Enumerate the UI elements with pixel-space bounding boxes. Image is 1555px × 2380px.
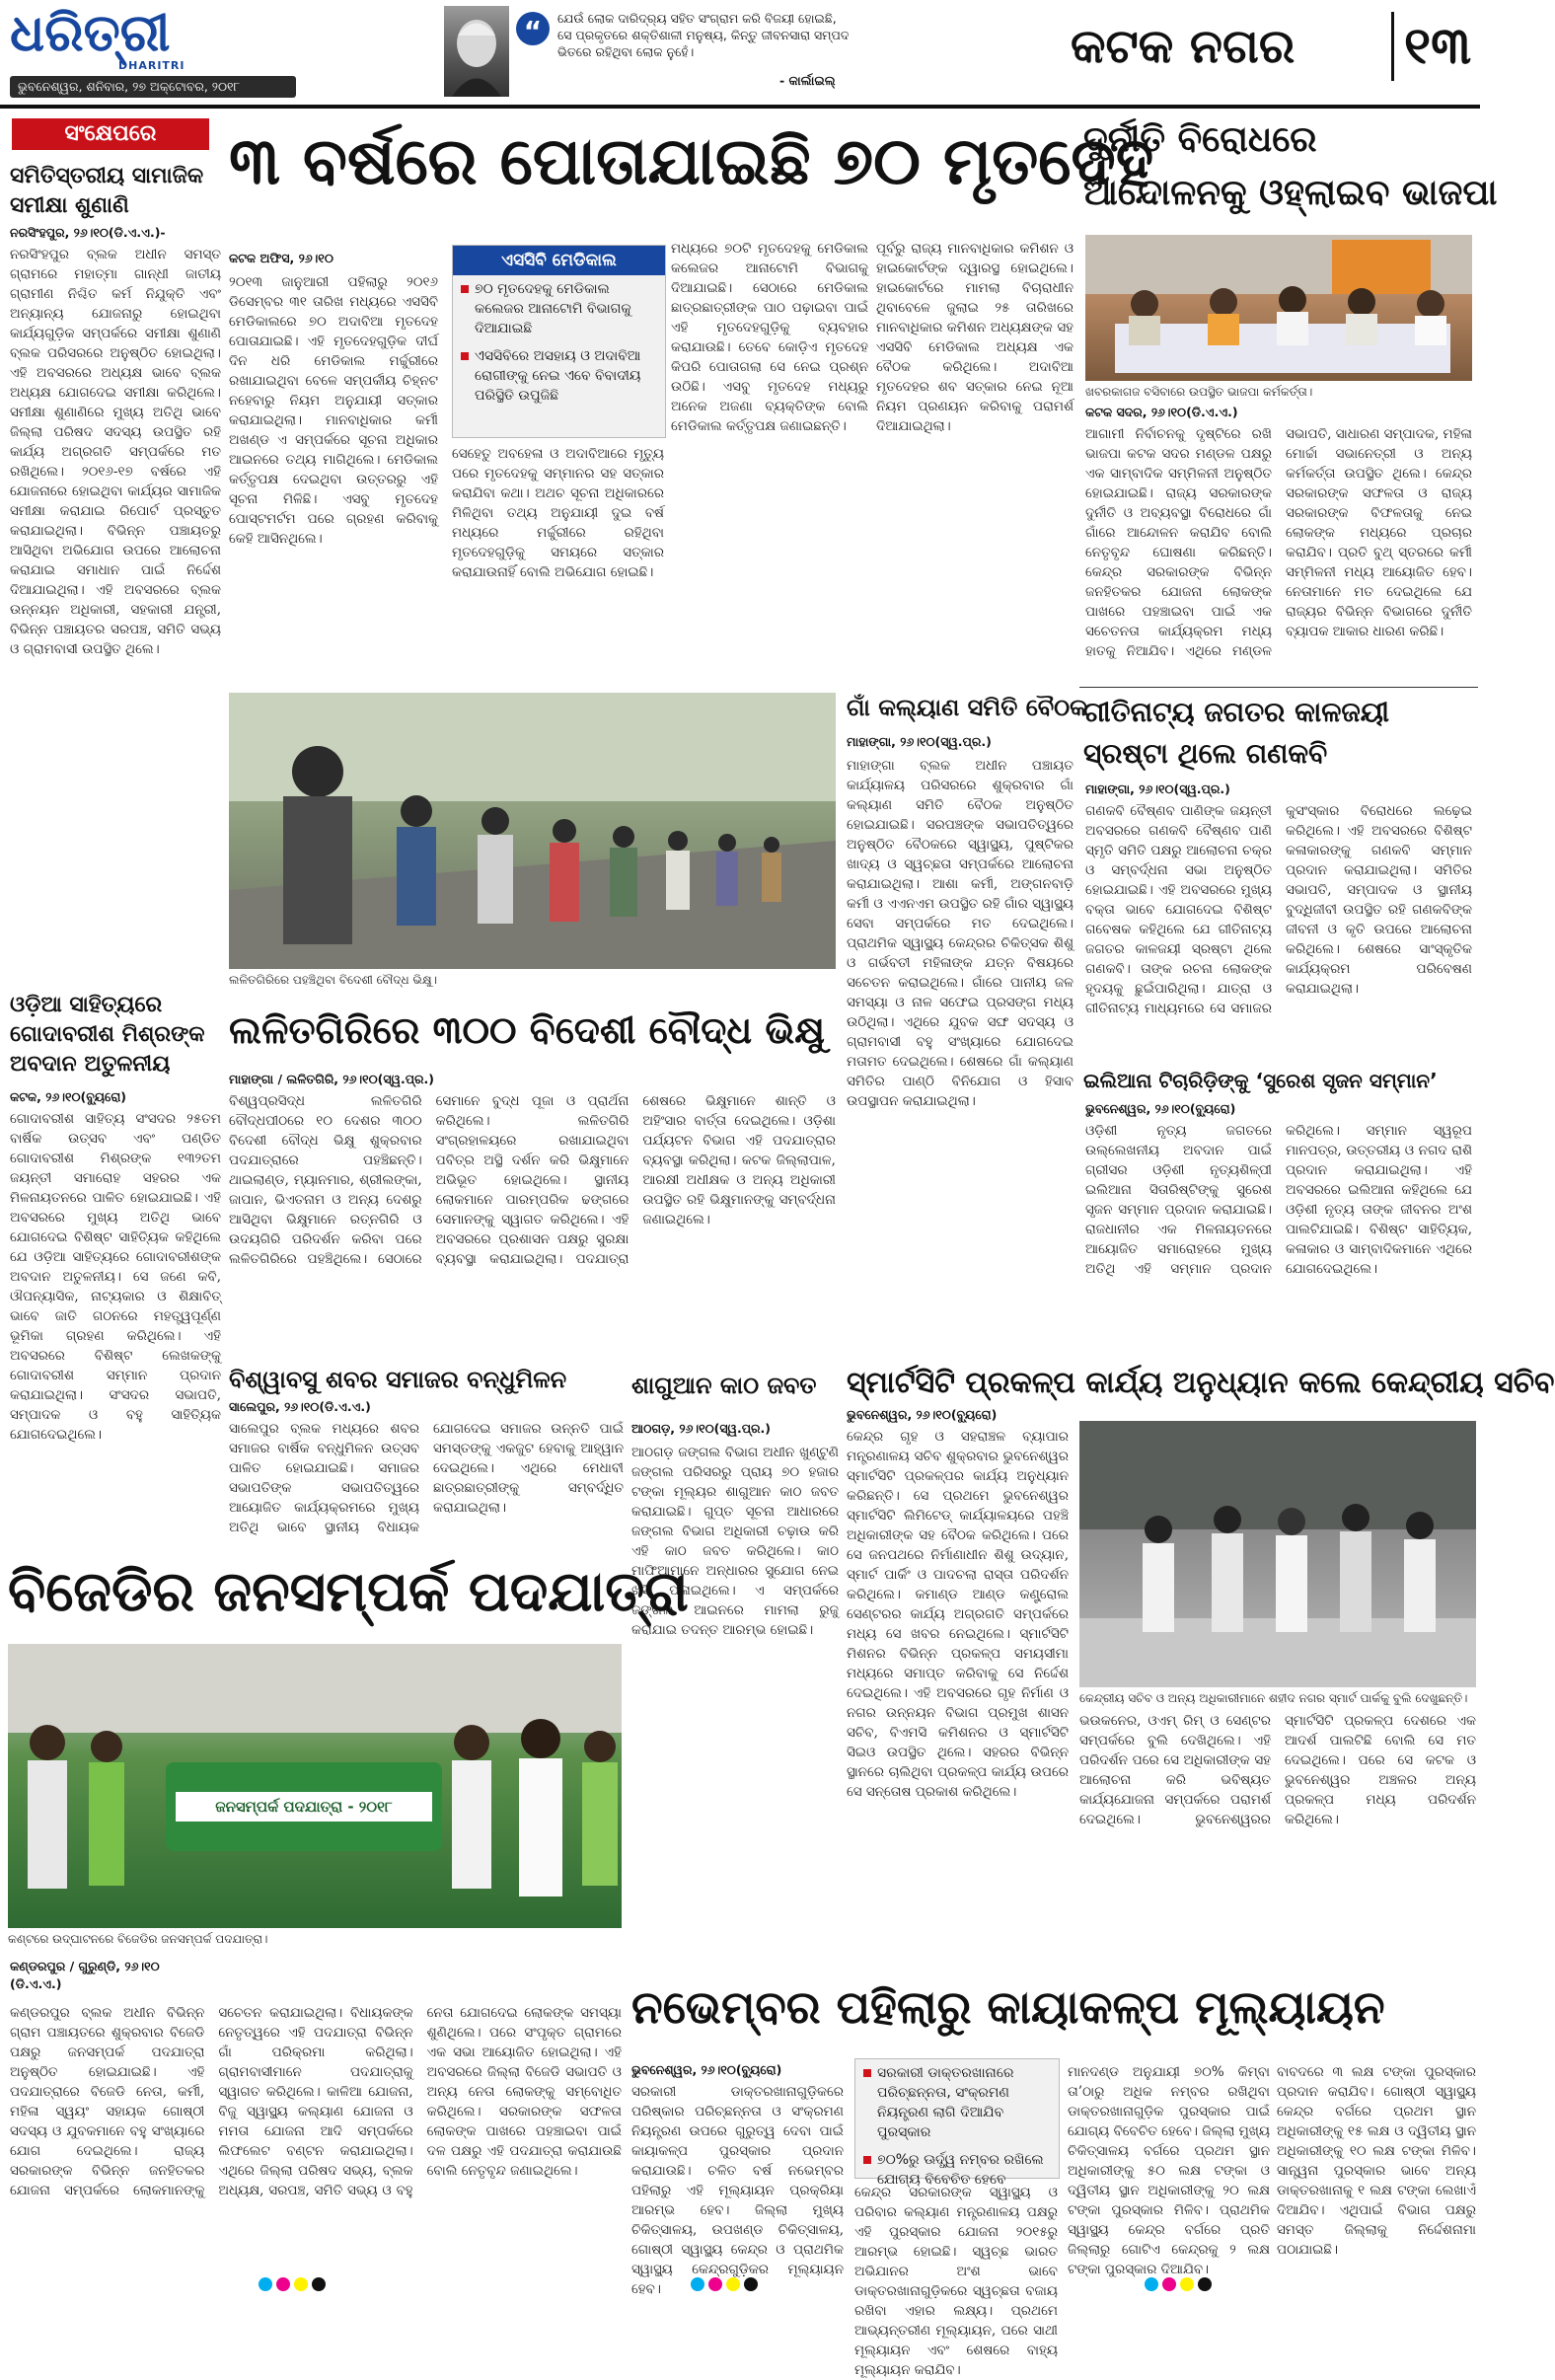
lead-body-1: ୨୦୧୩ ଜାନୁଆରୀ ପହିଲାରୁ ୨୦୧୬ ଡିସେମ୍ବର ୩୧ ତାରିଖ ମଧ୍ୟରେ ଏସସିବି ମେଡିକାଲରେ ୭୦ ଅଦାବିଆ ମୃତଦେହ ପୋତାଯାଇଛି। ଏହି ମୃତଦେହଗୁଡ଼ିକ ଦୀର୍ଘ ଦିନ ଧରି ମେଡିକାଲ ମର୍ଚ୍ଚୁରୀରେ ରଖାଯାଇଥିବା ବେଳେ ସମ୍ପର୍କୀୟ ଚିହ୍ନଟ ନହେବାରୁ ନିୟମ ଅନୁଯାୟୀ ସତ୍କାର କରାଯାଇଥିଲା। ମାନବାଧିକାର କର୍ମୀ ଅଖଣ୍ଡ ଏ ସମ୍ପର୍କରେ ସୂଚନା ଅଧିକାର ଆଇନରେ ତଥ୍ୟ ମାଗିଥିଲେ। ମେଡିକାଲ କର୍ତ୍ତୃପକ୍ଷ ଦେଇଥିବା ଉତ୍ତରରୁ ଏହି ସୂଚନା ମିଳିଛି। ଏସବୁ ମୃତଦେହ ପୋସ୍ଟମର୍ଟମ ପରେ ଗ୍ରହଣ କରିବାକୁ କେହି ଆସିନଥିଲେ। bbox=[229, 274, 438, 547]
kayakalp-body-4: ବାବଦରେ ୩ ଲକ୍ଷ ଟଙ୍କା ପୁରସ୍କାର ପ୍ରଦାନ କରାଯିବ। ଗୋଷ୍ଠୀ ସ୍ୱାସ୍ଥ୍ୟ କେନ୍ଦ୍ର ବର୍ଗରେ ପ୍ରଥମ ସ୍ଥାନ ଅଧିକାରୀଙ୍କୁ ୧୫ ଲକ୍ଷ ଓ ଦ୍ୱିତୀୟ ସ୍ଥାନ ଅଧିକାରୀଙ୍କୁ ୧୦ ଲକ୍ଷ ଟଙ୍କା ମିଳିବ। ସାନ୍ତ୍ୱନା ପୁରସ୍କାର ଭାବେ ଅନ୍ୟ ଡାକ୍ତରଖାନାକୁ ୧ ଲକ୍ଷ ଟଙ୍କା ଲେଖାଏଁ ଦିଆଯିବ। ଏଥିପାଇଁ ବିଭାଗ ପକ୍ଷରୁ ସମସ୍ତ ଜିଲ୍ଲାକୁ ନିର୍ଦ୍ଦେଶନାମା ପଠାଯାଇଛି। bbox=[1277, 2064, 1476, 2258]
registration-dot-black bbox=[1198, 2277, 1212, 2291]
fact-box-item: ୭୦%ରୁ ଊର୍ଦ୍ଧ୍ୱ ନମ୍ବର ରଖିଲେ ଯୋଗ୍ୟ ବିବେଚିତ ହେବେ bbox=[855, 2146, 1059, 2194]
viswabasu-headline: ବିଶ୍ୱାବସୁ ଶବର ସମାଜର ବନ୍ଧୁମିଳନ bbox=[229, 1366, 567, 1393]
kayakalp-body-1: ସରକାରୀ ଡାକ୍ତରଖାନାଗୁଡ଼ିକରେ ପରିଷ୍କାର ପରିଚ୍ଛନ୍ନତା ଓ ସଂକ୍ରମଣ ନିୟନ୍ତ୍ରଣ ଉପରେ ଗୁରୁତ୍ୱ ଦେବା ପାଇଁ କାୟାକଳ୍ପ ପୁରସ୍କାର ପ୍ରଦାନ କରାଯାଉଛି। ଚଳିତ ବର୍ଷ ନଭେମ୍ବର ପହିଲାରୁ ଏହି ମୂଲ୍ୟାୟନ ପ୍ରକ୍ରିୟା ଆରମ୍ଭ ହେବ। ଜିଲ୍ଲା ମୁଖ୍ୟ ଚିକିତ୍ସାଳୟ, ଉପଖଣ୍ଡ ଚିକିତ୍ସାଳୟ, ଗୋଷ୍ଠୀ ସ୍ୱାସ୍ଥ୍ୟ କେନ୍ଦ୍ର ଓ ପ୍ରାଥମିକ ସ୍ୱାସ୍ଥ୍ୟ କେନ୍ଦ୍ରଗୁଡ଼ିକର ମୂଲ୍ୟାୟନ ହେବ। bbox=[631, 2084, 844, 2297]
divider bbox=[1079, 687, 1478, 688]
masthead-rule bbox=[0, 105, 1480, 109]
lead-fact-box bbox=[452, 245, 666, 438]
lalitgiri-monks-photo bbox=[229, 693, 836, 969]
smartcity-headline: ସ୍ମାର୍ଟସିଟି ପ୍ରକଳ୍ପ କାର୍ଯ୍ୟ ଅନୁଧ୍ୟାନ କଲେ କେନ୍ଦ୍ରୀୟ ସଚିବ bbox=[847, 1366, 1555, 1400]
registration-dot-magenta bbox=[276, 2277, 290, 2291]
daily-quote: ଯେଉଁ ଲୋକ ଦାରିଦ୍ର୍ୟ ସହିତ ସଂଗ୍ରାମ କରି ବିଜୟୀ ହୋଇଛି, ସେ ପ୍ରକୃତରେ ଶକ୍ତିଶାଳୀ ମନୁଷ୍ୟ, କିନ୍ତୁ ଜୀବନସାରା ସମ୍ପଦ ଭିତରେ ରହିଥିବା ଲୋକ ନୁହେଁ। bbox=[557, 11, 850, 59]
registration-dot-cyan bbox=[1145, 2277, 1158, 2291]
bjp-press-meet-photo bbox=[1085, 235, 1472, 381]
lead-headline: ୩ ବର୍ଷରେ ପୋତାଯାଇଛି ୭୦ ମୃତଦେହ bbox=[229, 123, 1154, 199]
smartcity-visit-photo bbox=[1079, 1421, 1476, 1687]
bjp-photo-caption: ଖବରକାଗଜ ବସିବାରେ ଉପସ୍ଥିତ ଭାଜପା କର୍ମକର୍ତ୍ତା। bbox=[1085, 385, 1313, 399]
brief-headline: ସମିତିସ୍ତରୀୟ ସାମାଜିକ ସମୀକ୍ଷା ଶୁଣାଣି bbox=[10, 164, 204, 218]
kayakalp-body-3: ମାନଦଣ୍ଡ ଅନୁଯାୟୀ ୭୦% କିମ୍ବା ତା’ଠାରୁ ଅଧିକ ନମ୍ବର ରଖିଥିବା ଡାକ୍ତରଖାନାଗୁଡ଼ିକ ପୁରସ୍କାର ପାଇଁ ଯୋଗ୍ୟ ବିବେଚିତ ହେବେ। ଜିଲ୍ଲା ମୁଖ୍ୟ ଚିକିତ୍ସାଳୟ ବର୍ଗରେ ପ୍ରଥମ ସ୍ଥାନ ଅଧିକାରୀଙ୍କୁ ୫୦ ଲକ୍ଷ ଟଙ୍କା ଓ ଦ୍ୱିତୀୟ ସ୍ଥାନ ଅଧିକାରୀଙ୍କୁ ୨୦ ଲକ୍ଷ ଟଙ୍କା ପୁରସ୍କାର ମିଳିବ। ପ୍ରାଥମିକ ସ୍ୱାସ୍ଥ୍ୟ କେନ୍ଦ୍ର ବର୍ଗରେ ପ୍ରତି ଜିଲ୍ଲାରୁ ଗୋଟିଏ କେନ୍ଦ୍ରକୁ ୨ ଲକ୍ଷ ଟଙ୍କା ପୁରସ୍କାର ଦିଆଯିବ। bbox=[1068, 2064, 1270, 2277]
lead-body-4: ପୂର୍ବରୁ ରାଜ୍ୟ ମାନବାଧିକାର କମିଶନ ଓ ହାଇକୋର୍ଟଙ୍କ ଦ୍ୱାରସ୍ଥ ହୋଇଥିଲେ। ହାଇକୋର୍ଟରେ ମାମଲା ବିଚାରାଧୀନ ଥିବାବେଳେ ଜୁଲାଇ ୨୫ ତାରିଖରେ ମାନବାଧିକାର କମିଶନ ଅଧ୍ୟକ୍ଷଙ୍କ ସହ ଏସସିବି ମେଡିକାଲ ଅଧ୍ୟକ୍ଷ ଏକ ବୈଠକ କରିଥିଲେ। ଅଦାବିଆ ମୃତଦେହର ଶବ ସତ୍କାର ନେଇ ନୂଆ ନିୟମ ପ୍ରଣୟନ କରିବାକୁ ପରାମର୍ଶ ଦିଆଯାଇଥିଲା। bbox=[876, 241, 1074, 434]
registration-dot-yellow bbox=[1180, 2277, 1194, 2291]
bjd-headline: ବିଜେଡିର ଜନସମ୍ପର୍କ ପଦଯାତ୍ରା bbox=[8, 1560, 689, 1624]
lead-body-2: ସେହେତୁ ଅବହେଳା ଓ ଅଦାବିଆରେ ମୃତ୍ୟୁ ପରେ ମୃତଦେହକୁ ସମ୍ମାନର ସହ ସତ୍କାର କରାଯିବା କଥା। ଅଥଚ ସୂଚନା ଅଧିକାରରେ ମିଳିଥିବା ତଥ୍ୟ ଅନୁଯାୟୀ ଦୁଇ ବର୍ଷ ମଧ୍ୟରେ ମର୍ଚ୍ଚୁରୀରେ ରହିଥିବା ମୃତଦେହଗୁଡ଼ିକୁ ସମୟରେ ସତ୍କାର କରାଯାଉନାହିଁ ବୋଲି ଅଭିଯୋଗ ହୋଇଛି। bbox=[452, 446, 664, 580]
teak-dateline: ଆଠଗଡ଼, ୨୬।୧୦(ସ୍ୱ.ପ୍ର.) bbox=[631, 1421, 771, 1436]
teak-body: ଆଠଗଡ଼ ଜଙ୍ଗଲ ବିଭାଗ ଅଧୀନ ଖୁଣ୍ଟୁଣି ଜଙ୍ଗଲ ପରିସରରୁ ପ୍ରାୟ ୭୦ ହଜାର ଟଙ୍କା ମୂଲ୍ୟର ଶାଗୁଆନ କାଠ ଜବତ କରାଯାଇଛି। ଗୁପ୍ତ ସୂଚନା ଆଧାରରେ ଜଙ୍ଗଲ ବିଭାଗ ଅଧିକାରୀ ଚଢ଼ାଉ କରି ଏହି କାଠ ଜବତ କରିଥିଲେ। କାଠ ମାଫିଆମାନେ ଅନ୍ଧାରର ସୁଯୋଗ ନେଇ ଖସି ପଳାଇଥିଲେ। ଏ ସମ୍ପର୍କରେ ଜଙ୍ଗଲ ଆଇନରେ ମାମଲା ରୁଜୁ କରାଯାଇ ତଦନ୍ତ ଆରମ୍ଭ ହୋଇଛି। bbox=[631, 1445, 839, 1638]
gitinatya-headline-2: ସ୍ରଷ୍ଟା ଥିଲେ ଗଣକବି bbox=[1083, 737, 1328, 770]
lalitgiri-photo-caption: ଲଳିତଗିରିରେ ପହଞ୍ଚିଥିବା ବିଦେଶୀ ବୌଦ୍ଧ ଭିକ୍ଷୁ। bbox=[229, 973, 437, 987]
bjd-padayatra-photo bbox=[8, 1644, 622, 1928]
quote-mark-icon: “ bbox=[516, 12, 550, 45]
fact-box-item: ଏସସିବିରେ ଅସହାୟ ଓ ଅଦାବିଆ ରୋଗୀଙ୍କୁ ନେଇ ଏବେ ବିବାଦୀୟ ପରିସ୍ଥିତି ଉପୁଜିଛି bbox=[453, 342, 665, 409]
logo-text: ଧରିତ୍ରୀ bbox=[10, 4, 171, 63]
buddhist-body: ବିଶ୍ୱପ୍ରସିଦ୍ଧ ଲଳିତଗିରି ବୌଦ୍ଧପୀଠରେ ୧୦ ଦେଶର ୩୦୦ ବିଦେଶୀ ବୌଦ୍ଧ ଭିକ୍ଷୁ ଶୁକ୍ରବାର ପଦଯାତ୍ରାରେ ପହଞ୍ଚିଛନ୍ତି। ଥାଇଲାଣ୍ଡ, ମ୍ୟାନମାର, ଶ୍ରୀଲଙ୍କା, ଜାପାନ, ଭିଏତନାମ ଓ ଅନ୍ୟ ଦେଶରୁ ଆସିଥିବା ଭିକ୍ଷୁମାନେ ରତ୍ନଗିରି ଓ ଉଦୟଗିରି ପରିଦର୍ଶନ କରିବା ପରେ ଲଳିତଗିରିରେ ପହଞ୍ଚିଥିଲେ। ସେଠାରେ ସେମାନେ ବୁଦ୍ଧ ପୂଜା ଓ ପ୍ରାର୍ଥନା କରିଥିଲେ। ଲଳିତଗିରି ସଂଗ୍ରହାଳୟରେ ରଖାଯାଇଥିବା ପବିତ୍ର ଅସ୍ଥି ଦର୍ଶନ କରି ଭିକ୍ଷୁମାନେ ଅଭିଭୂତ ହୋଇଥିଲେ। ସ୍ଥାନୀୟ ଲୋକମାନେ ପାରମ୍ପରିକ ଢଙ୍ଗରେ ସେମାନଙ୍କୁ ସ୍ୱାଗତ କରିଥିଲେ। ଏହି ଅବସରରେ ପ୍ରଶାସନ ପକ୍ଷରୁ ସୁରକ୍ଷା ବ୍ୟବସ୍ଥା କରାଯାଇଥିଲା। ପଦଯାତ୍ରା ଶେଷରେ ଭିକ୍ଷୁମାନେ ଶାନ୍ତି ଓ ଅହିଂସାର ବାର୍ତ୍ତା ଦେଇଥିଲେ। ଓଡ଼ିଶା ପର୍ଯ୍ୟଟନ ବିଭାଗ ଏହି ପଦଯାତ୍ରାର ବ୍ୟବସ୍ଥା କରିଥିଲା। କଟକ ଜିଲ୍ଲାପାଳ, ଆରକ୍ଷୀ ଅଧୀକ୍ଷକ ଓ ଅନ୍ୟ ଅଧିକାରୀ ଉପସ୍ଥିତ ରହି ଭିକ୍ଷୁମାନଙ୍କୁ ସମ୍ବର୍ଦ୍ଧନା ଜଣାଇଥିଲେ। bbox=[229, 1093, 836, 1267]
smartcity-photo-caption: କେନ୍ଦ୍ରୀୟ ସଚିବ ଓ ଅନ୍ୟ ଅଧିକାରୀମାନେ ଶହୀଦ ନଗର ସ୍ମାର୍ଟ ପାର୍କକୁ ବୁଲି ଦେଖୁଛନ୍ତି। bbox=[1079, 1691, 1468, 1705]
registration-dot-magenta bbox=[1162, 2277, 1176, 2291]
registration-dot-black bbox=[744, 2277, 758, 2291]
buddhist-headline: ଲଳିତଗିରିରେ ୩୦୦ ବିଦେଶୀ ବୌଦ୍ଧ ଭିକ୍ଷୁ bbox=[229, 1008, 825, 1052]
illinois-dateline: ଭୁବନେଶ୍ୱର, ୨୬।୧୦(ବ୍ୟୁରୋ) bbox=[1085, 1101, 1236, 1116]
bjd-banner-text: ଜନସମ୍ପର୍କ ପଦଯାତ୍ରା - ୨୦୧୮ bbox=[215, 1798, 393, 1816]
smartcity-body-2: ଭଉକନେର, ଓଏମ୍ ରିମ୍ ଓ ସେଣ୍ଟର ସମ୍ପର୍କରେ ବୁଲି ଦେଖିଥିଲେ। ଏହି ପରିଦର୍ଶନ ପରେ ସେ ଅଧିକାରୀଙ୍କ ସହ ଆଲୋଚନା କରି ଭବିଷ୍ୟତ କାର୍ଯ୍ୟଯୋଜନା ସମ୍ପର୍କରେ ପରାମର୍ଶ ଦେଇଥିଲେ। ଭୁବନେଶ୍ୱରର ସ୍ମାର୍ଟସିଟି ପ୍ରକଳ୍ପ ଦେଶରେ ଏକ ଆଦର୍ଶ ପାଲଟିଛି ବୋଲି ସେ ମତ ଦେଇଥିଲେ। ପରେ ସେ କଟକ ଓ ଭୁବନେଶ୍ୱର ଅଞ୍ଚଳର ଅନ୍ୟ ପ୍ରକଳ୍ପ ମଧ୍ୟ ପରିଦର୍ଶନ କରିଥିଲେ। bbox=[1079, 1713, 1476, 1827]
village-meeting-headline: ଗାଁ କଲ୍ୟାଣ ସମିତି ବୈଠକ bbox=[847, 694, 1087, 721]
odia-lit-body: ଗୋଦାବରୀଶ ସାହିତ୍ୟ ସଂସଦର ୨୫ତମ ବାର୍ଷିକ ଉତ୍ସବ ଏବଂ ପଣ୍ଡିତ ଗୋଦାବରୀଶ ମିଶ୍ରଙ୍କ ୧୩୨ତମ ଜୟନ୍ତୀ ସମାରୋହ ସହରର ଏକ ମିଳନାୟତନରେ ପାଳିତ ହୋଇଯାଇଛି। ଏହି ଅବସରରେ ମୁଖ୍ୟ ଅତିଥି ଭାବେ ଯୋଗଦେଇ ବିଶିଷ୍ଟ ସାହିତ୍ୟିକ କହିଥିଲେ ଯେ ଓଡ଼ିଆ ସାହିତ୍ୟରେ ଗୋଦାବରୀଶଙ୍କ ଅବଦାନ ଅତୁଳନୀୟ। ସେ ଜଣେ କବି, ଔପନ୍ୟାସିକ, ନାଟ୍ୟକାର ଓ ଶିକ୍ଷାବିତ୍ ଭାବେ ଜାତି ଗଠନରେ ମହତ୍ତ୍ୱପୂର୍ଣ୍ଣ ଭୂମିକା ଗ୍ରହଣ କରିଥିଲେ। ଏହି ଅବସରରେ ବିଶିଷ୍ଟ ଲେଖକଙ୍କୁ ଗୋଦାବରୀଶ ସମ୍ମାନ ପ୍ରଦାନ କରାଯାଇଥିଲା। ସଂସଦର ସଭାପତି, ସମ୍ପାଦକ ଓ ବହୁ ସାହିତ୍ୟିକ ଯୋଗଦେଇଥିଲେ। bbox=[10, 1111, 221, 1443]
registration-dot-magenta bbox=[708, 2277, 722, 2291]
bjp-headline-2: ଆନ୍ଦୋଳନକୁ ଓହ୍ଲାଇବ ଭାଜପା bbox=[1083, 173, 1498, 213]
bjp-headline-1: ଦୁର୍ନୀତି ବିରୋଧରେ bbox=[1083, 119, 1317, 160]
fact-box-item: ସରକାରୀ ଡାକ୍ତରଖାନାରେ ପରିଚ୍ଛନ୍ନତା, ସଂକ୍ରମଣ ନିୟନ୍ତ୍ରଣ ଲାଗି ଦିଆଯିବ ପୁରସ୍କାର bbox=[855, 2059, 1059, 2146]
bjd-photo-caption: କଣ୍ଟରେ ଉଦ୍‌ଘାଟନରେ ବିଜେଡିର ଜନସମ୍ପର୍କ ପଦଯାତ୍ରା। bbox=[8, 1932, 268, 1946]
fact-box-item: ୭୦ ମୃତଦେହକୁ ମେଡିକାଲ କଲେଜର ଆନାଟୋମି ବିଭାଗକୁ ଦିଆଯାଇଛି bbox=[453, 275, 665, 342]
bjd-body: କଣ୍ଡରପୁର ବ୍ଲକ ଅଧୀନ ବିଭିନ୍ନ ଗ୍ରାମ ପଞ୍ଚାୟତରେ ଶୁକ୍ରବାର ବିଜେଡି ପକ୍ଷରୁ ଜନସମ୍ପର୍କ ପଦଯାତ୍ରା ଅନୁଷ୍ଠିତ ହୋଇଯାଇଛି। ଏହି ପଦଯାତ୍ରାରେ ବିଜେଡି ନେତା, କର୍ମୀ, ମହିଳା ସ୍ୱୟଂ ସହାୟକ ଗୋଷ୍ଠୀ ସଦସ୍ୟ ଓ ଯୁବକମାନେ ବହୁ ସଂଖ୍ୟାରେ ଯୋଗ ଦେଇଥିଲେ। ରାଜ୍ୟ ସରକାରଙ୍କ ବିଭିନ୍ନ ଜନହିତକର ଯୋଜନା ସମ୍ପର୍କରେ ଲୋକମାନଙ୍କୁ ସଚେତନ କରାଯାଇଥିଲା। ବିଧାୟକଙ୍କ ନେତୃତ୍ୱରେ ଏହି ପଦଯାତ୍ରା ବିଭିନ୍ନ ଗାଁ ପରିକ୍ରମା କରିଥିଲା। ଗ୍ରାମବାସୀମାନେ ପଦଯାତ୍ରାକୁ ସ୍ୱାଗତ କରିଥିଲେ। କାଳିଆ ଯୋଜନା, ବିଜୁ ସ୍ୱାସ୍ଥ୍ୟ କଲ୍ୟାଣ ଯୋଜନା ଓ ମମତା ଯୋଜନା ଆଦି ସମ୍ପର୍କରେ ଲିଫଲେଟ ବଣ୍ଟନ କରାଯାଇଥିଲା। ଏଥିରେ ଜିଲ୍ଲା ପରିଷଦ ସଭ୍ୟ, ବ୍ଲକ ଅଧ୍ୟକ୍ଷ, ସରପଞ୍ଚ, ସମିତି ସଭ୍ୟ ଓ ବହୁ ନେତା ଯୋଗଦେଇ ଲୋକଙ୍କ ସମସ୍ୟା ଶୁଣିଥିଲେ। ପରେ ସଂପୃକ୍ତ ଗ୍ରାମରେ ଏକ ସଭା ଆୟୋଜିତ ହୋଇଥିଲା। ଏହି ଅବସରରେ ଜିଲ୍ଲା ବିଜେଡି ସଭାପତି ଓ ଅନ୍ୟ ନେତା ଲୋକଙ୍କୁ ସମ୍ବୋଧିତ କରିଥିଲେ। ସରକାରଙ୍କ ସଫଳତା ଲୋକଙ୍କ ପାଖରେ ପହଞ୍ଚାଇବା ପାଇଁ ଦଳ ପକ୍ଷରୁ ଏହି ପଦଯାତ୍ରା କରାଯାଉଛି ବୋଲି ନେତୃବୃନ୍ଦ ଜଣାଇଥିଲେ। bbox=[10, 2005, 622, 2198]
odia-lit-dateline: କଟକ, ୨୬।୧୦(ବ୍ୟୁରୋ) bbox=[10, 1089, 126, 1104]
lead-dateline: କଟକ ଅଫିସ, ୨୬।୧୦ bbox=[229, 251, 333, 265]
illinois-body: ଓଡ଼ିଶୀ ନୃତ୍ୟ ଜଗତରେ ଉଲ୍ଲେଖନୀୟ ଅବଦାନ ପାଇଁ ଗ୍ରୀସର ଓଡ଼ିଶୀ ନୃତ୍ୟଶିଳ୍ପୀ ଇଲିଆନା ସିତାରିଷ୍ଟିଙ୍କୁ ସୁରେଶ ସୃଜନ ସମ୍ମାନ ପ୍ରଦାନ କରାଯାଇଛି। ରାଜଧାନୀର ଏକ ମିଳନାୟତନରେ ଆୟୋଜିତ ସମାରୋହରେ ମୁଖ୍ୟ ଅତିଥି ଏହି ସମ୍ମାନ ପ୍ରଦାନ କରିଥିଲେ। ସମ୍ମାନ ସ୍ୱରୂପ ମାନପତ୍ର, ଉତ୍ତରୀୟ ଓ ନଗଦ ରାଶି ପ୍ରଦାନ କରାଯାଇଥିଲା। ଏହି ଅବସରରେ ଇଲିଆନା କହିଥିଲେ ଯେ ଓଡ଼ିଶୀ ନୃତ୍ୟ ତାଙ୍କ ଜୀବନର ଅଂଶ ପାଲଟିଯାଇଛି। ବିଶିଷ୍ଟ ସାହିତ୍ୟିକ, କଳାକାର ଓ ସାମ୍ବାଦିକମାନେ ଏଥିରେ ଯୋଗଦେଇଥିଲେ। bbox=[1085, 1123, 1472, 1277]
quote-author: - କାର୍ଲାଇଲ୍ bbox=[779, 73, 836, 88]
issue-date: ଭୁବନେଶ୍ୱର, ଶନିବାର, ୨୭ ଅକ୍ଟୋବର, ୨୦୧୮ bbox=[18, 79, 241, 94]
village-meeting-body: ମାହାଙ୍ଗା ବ୍ଲକ ଅଧୀନ ପଞ୍ଚାୟତ କାର୍ଯ୍ୟାଳୟ ପରିସରରେ ଶୁକ୍ରବାର ଗାଁ କଲ୍ୟାଣ ସମିତି ବୈଠକ ଅନୁଷ୍ଠିତ ହୋଇଯାଇଛି। ସରପଞ୍ଚଙ୍କ ସଭାପତିତ୍ୱରେ ଅନୁଷ୍ଠିତ ବୈଠକରେ ସ୍ୱାସ୍ଥ୍ୟ, ପୁଷ୍ଟିକର ଖାଦ୍ୟ ଓ ସ୍ୱଚ୍ଛତା ସମ୍ପର୍କରେ ଆଲୋଚନା କରାଯାଇଥିଲା। ଆଶା କର୍ମୀ, ଅଙ୍ଗନବାଡ଼ି କର୍ମୀ ଓ ଏଏନଏମ ଉପସ୍ଥିତ ରହି ଗାଁର ସ୍ୱାସ୍ଥ୍ୟ ସେବା ସମ୍ପର୍କରେ ମତ ଦେଇଥିଲେ। ପ୍ରାଥମିକ ସ୍ୱାସ୍ଥ୍ୟ କେନ୍ଦ୍ରର ଚିକିତ୍ସକ ଶିଶୁ ଓ ଗର୍ଭବତୀ ମହିଳାଙ୍କ ଯତ୍ନ ବିଷୟରେ ସଚେତନ କରାଇଥିଲେ। ଗାଁରେ ପାନୀୟ ଜଳ ସମସ୍ୟା ଓ ନାଳ ସଫେଇ ପ୍ରସଙ୍ଗ ମଧ୍ୟ ଉଠିଥିଲା। ଏଥିରେ ଯୁବକ ସଙ୍ଘ ସଦସ୍ୟ ଓ ଗ୍ରାମବାସୀ ବହୁ ସଂଖ୍ୟାରେ ଯୋଗଦେଇ ମତାମତ ଦେଇଥିଲେ। ଶେଷରେ ଗାଁ କଲ୍ୟାଣ ସମିତିର ପାଣ୍ଠି ବିନିଯୋଗ ଓ ହିସାବ ଉପସ୍ଥାପନ କରାଯାଇଥିଲା। bbox=[847, 758, 1074, 1109]
registration-dot-yellow bbox=[726, 2277, 740, 2291]
masthead bbox=[0, 0, 1480, 103]
fact-box-title: ଏସସିବି ମେଡିକାଲ bbox=[453, 246, 665, 275]
bjp-body: ଆଗାମୀ ନିର୍ବାଚନକୁ ଦୃଷ୍ଟିରେ ରଖି ଭାଜପା କଟକ ସଦର ମଣ୍ଡଳ ପକ୍ଷରୁ ଏକ ସାମ୍ବାଦିକ ସମ୍ମିଳନୀ ଅନୁଷ୍ଠିତ ହୋଇଯାଇଛି। ରାଜ୍ୟ ସରକାରଙ୍କ ଦୁର୍ନୀତି ଓ ଅବ୍ୟବସ୍ଥା ବିରୋଧରେ ଗାଁ ଗାଁରେ ଆନ୍ଦୋଳନ କରାଯିବ ବୋଲି ନେତୃବୃନ୍ଦ ଘୋଷଣା କରିଛନ୍ତି। କେନ୍ଦ୍ର ସରକାରଙ୍କ ବିଭିନ୍ନ ଜନହିତକର ଯୋଜନା ଲୋକଙ୍କ ପାଖରେ ପହଞ୍ଚାଇବା ପାଇଁ ଏକ ସଚେତନତା କାର୍ଯ୍ୟକ୍ରମ ମଧ୍ୟ ହାତକୁ ନିଆଯିବ। ଏଥିରେ ମଣ୍ଡଳ ସଭାପତି, ସାଧାରଣ ସମ୍ପାଦକ, ମହିଳା ମୋର୍ଚ୍ଚା ସଭାନେତ୍ରୀ ଓ ଅନ୍ୟ କର୍ମକର୍ତ୍ତା ଉପସ୍ଥିତ ଥିଲେ। କେନ୍ଦ୍ର ସରକାରଙ୍କ ସଫଳତା ଓ ରାଜ୍ୟ ସରକାରଙ୍କ ବିଫଳତାକୁ ନେଇ ଲୋକଙ୍କ ମଧ୍ୟରେ ପ୍ରଚାର କରାଯିବ। ପ୍ରତି ବୁଥ୍ ସ୍ତରରେ କର୍ମୀ ସମ୍ମିଳନୀ ମଧ୍ୟ ଆୟୋଜିତ ହେବ। ନେତାମାନେ ମତ ଦେଇଥିଲେ ଯେ ରାଜ୍ୟର ବିଭିନ୍ନ ବିଭାଗରେ ଦୁର୍ନୀତି ବ୍ୟାପକ ଆକାର ଧାରଣ କରିଛି। bbox=[1085, 426, 1472, 659]
smartcity-dateline: ଭୁବନେଶ୍ୱର, ୨୬।୧୦(ବ୍ୟୁରୋ) bbox=[847, 1407, 998, 1422]
portrait-icon bbox=[444, 6, 509, 97]
gitinatya-body: ଗଣକବି ବୈଷ୍ଣବ ପାଣିଙ୍କ ଜୟନ୍ତୀ ଅବସରରେ ଗଣକବି ବୈଷ୍ଣବ ପାଣି ସ୍ମୃତି ସମିତି ପକ୍ଷରୁ ଆଲୋଚନା ଚକ୍ର ଓ ସମ୍ବର୍ଦ୍ଧନା ସଭା ଅନୁଷ୍ଠିତ ହୋଇଯାଇଛି। ଏହି ଅବସରରେ ମୁଖ୍ୟ ବକ୍ତା ଭାବେ ଯୋଗଦେଇ ବିଶିଷ୍ଟ ଗବେଷକ କହିଥିଲେ ଯେ ଗୀତିନାଟ୍ୟ ଜଗତର କାଳଜୟୀ ସ୍ରଷ୍ଟା ଥିଲେ ଗଣକବି। ତାଙ୍କ ରଚନା ଲୋକଙ୍କ ହୃଦୟକୁ ଛୁଇଁପାରିଥିଲା। ଯାତ୍ରା ଓ ଗୀତିନାଟ୍ୟ ମାଧ୍ୟମରେ ସେ ସମାଜର କୁସଂସ୍କାର ବିରୋଧରେ ଲଢ଼େଇ କରିଥିଲେ। ଏହି ଅବସରରେ ବିଶିଷ୍ଟ କଳାକାରଙ୍କୁ ଗଣକବି ସମ୍ମାନ ପ୍ରଦାନ କରାଯାଇଥିଲା। ସମିତିର ସଭାପତି, ସମ୍ପାଦକ ଓ ସ୍ଥାନୀୟ ବୁଦ୍ଧିଜୀବୀ ଉପସ୍ଥିତ ରହି ଗଣକବିଙ୍କ ଜୀବନୀ ଓ କୃତି ଉପରେ ଆଲୋଚନା କରିଥିଲେ। ଶେଷରେ ସାଂସ୍କୃତିକ କାର୍ଯ୍ୟକ୍ରମ ପରିବେଷଣ କରାଯାଇଥିଲା। bbox=[1085, 803, 1472, 1016]
illinois-headline: ଇଲିଆନା ଟିଚାରିଡ଼ିଙ୍କୁ ‘ସୁରେଶ ସୃଜନ ସମ୍ମାନ’ bbox=[1083, 1069, 1438, 1092]
registration-dot-black bbox=[312, 2277, 326, 2291]
bjd-dateline: କଣ୍ଡରପୁର / ଗୁରୁଣ୍ଡି, ୨୬।୧୦ (ଡି.ଏ.ଏ.) bbox=[10, 1959, 160, 1991]
kayakalp-headline: ନଭେମ୍ବର ପହିଲାରୁ କାୟାକଳ୍ପ ମୂଲ୍ୟାୟନ bbox=[631, 1980, 1385, 2034]
thinker-portrait bbox=[444, 6, 509, 97]
registration-dot-cyan bbox=[259, 2277, 272, 2291]
gitinatya-headline-1: ଗୀତିନାଟ୍ୟ ଜଗତର କାଳଜୟୀ bbox=[1083, 696, 1389, 728]
section-title: କଟକ ନଗର bbox=[1071, 19, 1296, 74]
logo-subtitle: DHARITRI bbox=[118, 59, 185, 72]
brief-label: ସଂକ୍ଷେପରେ bbox=[12, 118, 209, 150]
viswabasu-body: ସାଲେପୁର ବ୍ଲକ ମଧ୍ୟରେ ଶବର ସମାଜର ବାର୍ଷିକ ବନ୍ଧୁମିଳନ ଉତ୍ସବ ପାଳିତ ହୋଇଯାଇଛି। ସମାଜର ସଭାପତିଙ୍କ ସଭାପତିତ୍ୱରେ ଆୟୋଜିତ କାର୍ଯ୍ୟକ୍ରମରେ ମୁଖ୍ୟ ଅତିଥି ଭାବେ ସ୍ଥାନୀୟ ବିଧାୟକ ଯୋଗଦେଇ ସମାଜର ଉନ୍ନତି ପାଇଁ ସମସ୍ତଙ୍କୁ ଏକଜୁଟ ହେବାକୁ ଆହ୍ୱାନ ଦେଇଥିଲେ। ଏଥିରେ ମେଧାବୀ ଛାତ୍ରଛାତ୍ରୀଙ୍କୁ ସମ୍ବର୍ଦ୍ଧିତ କରାଯାଇଥିଲା। bbox=[229, 1421, 624, 1535]
registration-marks bbox=[0, 2269, 1480, 2302]
registration-dot-cyan bbox=[691, 2277, 704, 2291]
odia-lit-headline: ଓଡ଼ିଆ ସାହିତ୍ୟରେ ଗୋଦାବରୀଶ ମିଶ୍ରଙ୍କ ଅବଦାନ ଅତୁଳନୀୟ bbox=[10, 993, 205, 1077]
lead-body-3: ମଧ୍ୟରେ ୭୦ଟି ମୃତଦେହକୁ ମେଡିକାଲ କଲେଜର ଆନାଟୋମି ବିଭାଗକୁ ଦିଆଯାଇଛି। ସେଠାରେ ମେଡିକାଲ ଛାତ୍ରଛାତ୍ରୀଙ୍କ ପାଠ ପଢ଼ାଇବା ପାଇଁ ଏହି ମୃତଦେହଗୁଡ଼ିକୁ ବ୍ୟବହାର କରାଯାଉଛି। ତେବେ କୋଡ଼ିଏ ମୃତଦେହ କିପରି ପୋତାଗଲା ସେ ନେଇ ପ୍ରଶ୍ନ ଉଠିଛି। ଏସବୁ ମୃତଦେହ ମଧ୍ୟରୁ ଅନେକ ଅଜଣା ବ୍ୟକ୍ତିଙ୍କ ବୋଲି ମେଡିକାଲ କର୍ତ୍ତୃପକ୍ଷ ଜଣାଇଛନ୍ତି। bbox=[671, 241, 868, 434]
kayakalp-body-2: କେନ୍ଦ୍ର ସରକାରଙ୍କ ସ୍ୱାସ୍ଥ୍ୟ ଓ ପରିବାର କଲ୍ୟାଣ ମନ୍ତ୍ରଣାଳୟ ପକ୍ଷରୁ ଏହି ପୁରସ୍କାର ଯୋଜନା ୨୦୧୫ରୁ ଆରମ୍ଭ ହୋଇଛି। ସ୍ୱଚ୍ଛ ଭାରତ ଅଭିଯାନର ଅଂଶ ଭାବେ ଡାକ୍ତରଖାନାଗୁଡ଼ିକରେ ସ୍ୱଚ୍ଛତା ବଜାୟ ରଖିବା ଏହାର ଲକ୍ଷ୍ୟ। ପ୍ରଥମେ ଆଭ୍ୟନ୍ତରୀଣ ମୂଲ୍ୟାୟନ, ପରେ ସାଥୀ ମୂଲ୍ୟାୟନ ଏବଂ ଶେଷରେ ବାହ୍ୟ ମୂଲ୍ୟାୟନ କରାଯିବ। bbox=[854, 2185, 1058, 2378]
registration-dot-yellow bbox=[294, 2277, 308, 2291]
viswabasu-dateline: ସାଲେପୁର, ୨୬।୧୦(ଡି.ଏ.ଏ.) bbox=[229, 1399, 371, 1414]
village-meeting-dateline: ମାହାଙ୍ଗା, ୨୬।୧୦(ସ୍ୱ.ପ୍ର.) bbox=[847, 734, 992, 749]
dateline-bar bbox=[10, 76, 296, 98]
page-number: ୧୩ bbox=[1391, 12, 1471, 81]
brief-dateline: ନରସିଂହପୁର, ୨୬।୧୦(ଡି.ଏ.ଏ.)- bbox=[10, 225, 166, 240]
brief-body: ନରସିଂହପୁର ବ୍ଲକ ଅଧୀନ ସମସ୍ତ ଗ୍ରାମରେ ମହାତ୍ମା ଗାନ୍ଧୀ ଜାତୀୟ ଗ୍ରାମୀଣ ନିଶ୍ଚିତ କର୍ମ ନିଯୁକ୍ତି ଏବଂ ଅନ୍ୟାନ୍ୟ ଯୋଜନାରୁ ହୋଇଥିବା କାର୍ଯ୍ୟଗୁଡ଼ିକ ସମ୍ପର୍କରେ ସମୀକ୍ଷା ଶୁଣାଣି ବ୍ଲକ ପରିସରରେ ଅନୁଷ୍ଠିତ ହୋଇଥିଲା। ଏହି ଅବସରରେ ଅଧ୍ୟକ୍ଷ ଭାବେ ବ୍ଲକ ଅଧ୍ୟକ୍ଷ ଯୋଗଦେଇ ସମୀକ୍ଷା କରିଥିଲେ। ସମୀକ୍ଷା ଶୁଣାଣିରେ ମୁଖ୍ୟ ଅତିଥି ଭାବେ ଜିଲ୍ଲା ପରିଷଦ ସଦସ୍ୟ ଉପସ୍ଥିତ ରହି କାର୍ଯ୍ୟ ଅଗ୍ରଗତି ସମ୍ପର୍କରେ ମତ ରଖିଥିଲେ। ୨୦୧୬-୧୭ ବର୍ଷରେ ଏହି ଯୋଜନାରେ ହୋଇଥିବା କାର୍ଯ୍ୟର ସାମାଜିକ ସମୀକ୍ଷା କରାଯାଇ ରିପୋର୍ଟ ପ୍ରସ୍ତୁତ କରାଯାଇଥିଲା। ବିଭିନ୍ନ ପଞ୍ଚାୟତରୁ ଆସିଥିବା ଅଭିଯୋଗ ଉପରେ ଆଲୋଚନା କରାଯାଇ ସମାଧାନ ପାଇଁ ନିର୍ଦ୍ଦେଶ ଦିଆଯାଇଥିଲା। ଏହି ଅବସରରେ ବ୍ଲକ ଉନ୍ନୟନ ଅଧିକାରୀ, ସହକାରୀ ଯନ୍ତ୍ରୀ, ବିଭିନ୍ନ ପଞ୍ଚାୟତର ସରପଞ୍ଚ, ସମିତି ସଭ୍ୟ ଓ ଗ୍ରାମବାସୀ ଉପସ୍ଥିତ ଥିଲେ। bbox=[10, 247, 221, 657]
kayakalp-fact-box bbox=[854, 2058, 1060, 2188]
newspaper-logo bbox=[10, 4, 237, 65]
buddhist-dateline: ମାହାଙ୍ଗା / ଲଳିତଗିରି, ୨୬।୧୦(ସ୍ୱ.ପ୍ର.) bbox=[229, 1072, 434, 1086]
teak-headline: ଶାଗୁଆନ କାଠ ଜବତ bbox=[631, 1372, 817, 1399]
kayakalp-dateline: ଭୁବନେଶ୍ୱର, ୨୬।୧୦(ବ୍ୟୁରୋ) bbox=[631, 2062, 782, 2077]
smartcity-body: କେନ୍ଦ୍ର ଗୃହ ଓ ସହରାଞ୍ଚଳ ବ୍ୟାପାର ମନ୍ତ୍ରଣାଳୟ ସଚିବ ଶୁକ୍ରବାର ଭୁବନେଶ୍ୱର ସ୍ମାର୍ଟସିଟି ପ୍ରକଳ୍ପର କାର୍ଯ୍ୟ ଅନୁଧ୍ୟାନ କରିଛନ୍ତି। ସେ ପ୍ରଥମେ ଭୁବନେଶ୍ୱର ସ୍ମାର୍ଟସିଟି ଲିମିଟେଡ୍ କାର୍ଯ୍ୟାଳୟରେ ପହଞ୍ଚି ଅଧିକାରୀଙ୍କ ସହ ବୈଠକ କରିଥିଲେ। ପରେ ସେ ଜନପଥରେ ନିର୍ମାଣାଧୀନ ଶିଶୁ ଉଦ୍ୟାନ, ସ୍ମାର୍ଟ ପାର୍କିଂ ଓ ପାଦଚଲା ରାସ୍ତା ପରିଦର୍ଶନ କରିଥିଲେ। କମାଣ୍ଡ ଆଣ୍ଡ କଣ୍ଟ୍ରୋଲ ସେଣ୍ଟରର କାର୍ଯ୍ୟ ଅଗ୍ରଗତି ସମ୍ପର୍କରେ ମଧ୍ୟ ସେ ଖବର ନେଇଥିଲେ। ସ୍ମାର୍ଟସିଟି ମିଶନର ବିଭିନ୍ନ ପ୍ରକଳ୍ପ ସମୟସୀମା ମଧ୍ୟରେ ସମାପ୍ତ କରିବାକୁ ସେ ନିର୍ଦ୍ଦେଶ ଦେଇଥିଲେ। ଏହି ଅବସରରେ ଗୃହ ନିର୍ମାଣ ଓ ନଗର ଉନ୍ନୟନ ବିଭାଗ ପ୍ରମୁଖ ଶାସନ ସଚିବ, ବିଏମସି କମିଶନର ଓ ସ୍ମାର୍ଟସିଟି ସିଇଓ ଉପସ୍ଥିତ ଥିଲେ। ସହରର ବିଭିନ୍ନ ସ୍ଥାନରେ ଚାଲିଥିବା ପ୍ରକଳ୍ପ କାର୍ଯ୍ୟ ଉପରେ ସେ ସନ୍ତୋଷ ପ୍ରକାଶ କରିଥିଲେ। bbox=[847, 1429, 1069, 1800]
bjp-dateline: କଟକ ସଦର, ୨୬।୧୦(ଡି.ଏ.ଏ.) bbox=[1085, 405, 1238, 419]
gitinatya-dateline: ମାହାଙ୍ଗା, ୨୬।୧୦(ସ୍ୱ.ପ୍ର.) bbox=[1085, 781, 1230, 796]
